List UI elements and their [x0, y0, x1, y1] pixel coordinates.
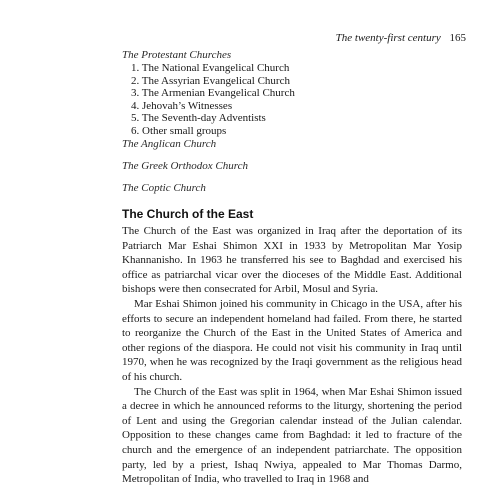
- list-item: 1. The National Evangelical Church: [131, 62, 290, 74]
- list-item: 2. The Assyrian Evangelical Church: [131, 74, 290, 87]
- list-item: 4. Jehovah’s Witnesses: [131, 99, 233, 112]
- section-heading: The Church of the East: [122, 207, 254, 221]
- protestant-churches-section: [122, 48, 462, 138]
- paragraph: Mar Eshai Shimon joined his community in Chicago in the USA, after his efforts to secure an independent homeland had failed. From there, he started to reorganize the Church of the East in the United States of America and other regions of the diaspora. He could not visit his community in Iraq until 1970, when he was recognized by the Iraqi government as the religious head of his church.: [122, 297, 462, 383]
- running-header: [336, 32, 466, 44]
- list-item: 3. The Armenian Evangelical Church: [131, 87, 295, 100]
- page-number: 165: [449, 32, 466, 44]
- coptic-church-heading: The Coptic Church: [122, 182, 206, 194]
- protestant-churches-heading: The Protestant Churches: [122, 49, 232, 61]
- paragraph: The Church of the East was split in 1964, when Mar Eshai Shimon issued a decree in which he announced reforms to the liturgy, shortening the period of Lent and using the Gregorian calendar instead of the Julian calendar. Opposition to these changes came from Baghdad: it led to fracture of the church and the emergence of an independent patriarchate. The opposition party, led by a priest, Ishaq Nwiya, appealed to Mar Thomas Darmo, Metropolitan of India, who travelled to Iraq in 1968 and: [122, 385, 462, 486]
- greek-orthodox-church-heading: The Greek Orthodox Church: [122, 160, 248, 172]
- protestant-churches-list: [122, 62, 462, 138]
- running-title: The twenty-first century: [335, 32, 441, 44]
- body-text: [122, 224, 462, 487]
- paragraph: The Church of the East was organized in Iraq after the deportation of its Patriarch Mar Eshai Shimon XXI in 1933 by Metropolitan Mar Yosip Khannanisho. In 1963 he transferred his see to Baghdad and exercised his office as patriarchal vicar over the dioceses of the Middle East. Additional bishops were then consecrated for Arbil, Mosul and Syria.: [122, 225, 462, 296]
- list-item: 5. The Seventh-day Adventists: [131, 112, 266, 125]
- anglican-church-heading: The Anglican Church: [122, 138, 217, 150]
- list-item: 6. Other small groups: [131, 124, 227, 137]
